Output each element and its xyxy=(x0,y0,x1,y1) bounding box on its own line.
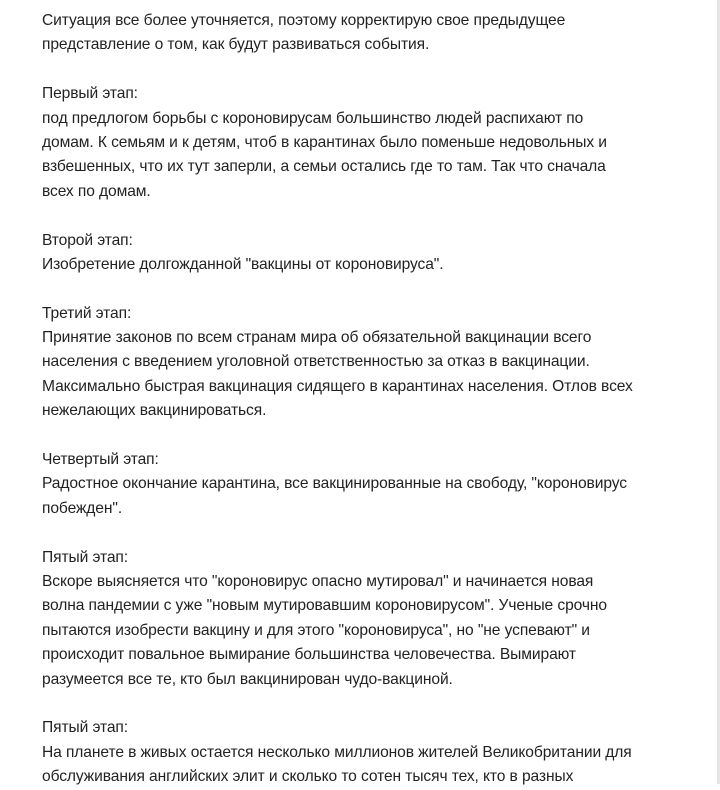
stage-heading: Третий этап: xyxy=(42,304,132,322)
stage-line: Принятие законов по всем странам мира об обязательной вакцинации всего xyxy=(42,329,592,347)
stage-heading: Первый этап: xyxy=(42,85,138,103)
stage-line: под предлогом борьбы с короновирусам большинство людей распихают по xyxy=(42,109,584,127)
stage-heading: Четвертый этап: xyxy=(42,451,159,469)
stage-heading: Пятый этап: xyxy=(42,719,128,737)
stage-line: Радостное окончание карантина, все вакцинированные на свободу, "короновирус xyxy=(42,475,627,493)
stage-line: На планете в живых остается несколько миллионов жителей Великобритании для xyxy=(42,743,632,761)
stage-line: Максимально быстрая вакцинация сидящего в карантинах населения. Отлов всех xyxy=(42,377,633,395)
stage-line: Изобретение долгожданной "вакцины от короновируса". xyxy=(42,255,444,273)
paragraph-gap xyxy=(42,521,710,545)
stage-line: населения с введением уголовной ответственностью за отказ в вакцинации. xyxy=(42,353,590,371)
stage-heading: Второй этап: xyxy=(42,231,133,249)
stage-line: волна пандемии с уже "новым мутировавшим короновирусом". Ученые срочно xyxy=(42,597,607,615)
paragraph-gap xyxy=(42,424,710,448)
stage-line: происходит повальное вымирание большинства человечества. Вымирают xyxy=(42,646,576,664)
stage-line: взбешенных, что их тут заперли, а семьи остались где то там. Так что сначала xyxy=(42,158,606,176)
paragraph-gap xyxy=(42,204,710,228)
post-body xyxy=(42,9,710,790)
stage-line: побежден". xyxy=(42,499,123,517)
stage-line: Вскоре выясняется что "короновирус опасно мутировал" и начинается новая xyxy=(42,572,594,590)
intro-line: представление о том, как будут развиваться события. xyxy=(42,36,430,54)
stage-line: всех по домам. xyxy=(42,182,151,200)
stage-line: домам. К семьям и к детям, чтоб в карантинах было поменьше недовольных и xyxy=(42,133,607,151)
paragraph-gap xyxy=(42,277,710,301)
paragraph-gap xyxy=(42,58,710,82)
stage-line: обслуживания английских элит и сколько то сотен тысяч тех, кто в разных xyxy=(42,768,574,786)
stage-line: нежелающих вакцинироваться. xyxy=(42,402,267,420)
paragraph-gap xyxy=(42,692,710,716)
stage-heading: Пятый этап: xyxy=(42,548,128,566)
intro-line: Ситуация все более уточняется, поэтому корректирую свое предыдущее xyxy=(42,12,566,29)
stage-line: разумеется все те, кто был вакцинирован чудо-вакциной. xyxy=(42,670,453,688)
stage-line: пытаются изобрести вакцину и для этого "короновируса", но "не успевают" и xyxy=(42,621,590,639)
